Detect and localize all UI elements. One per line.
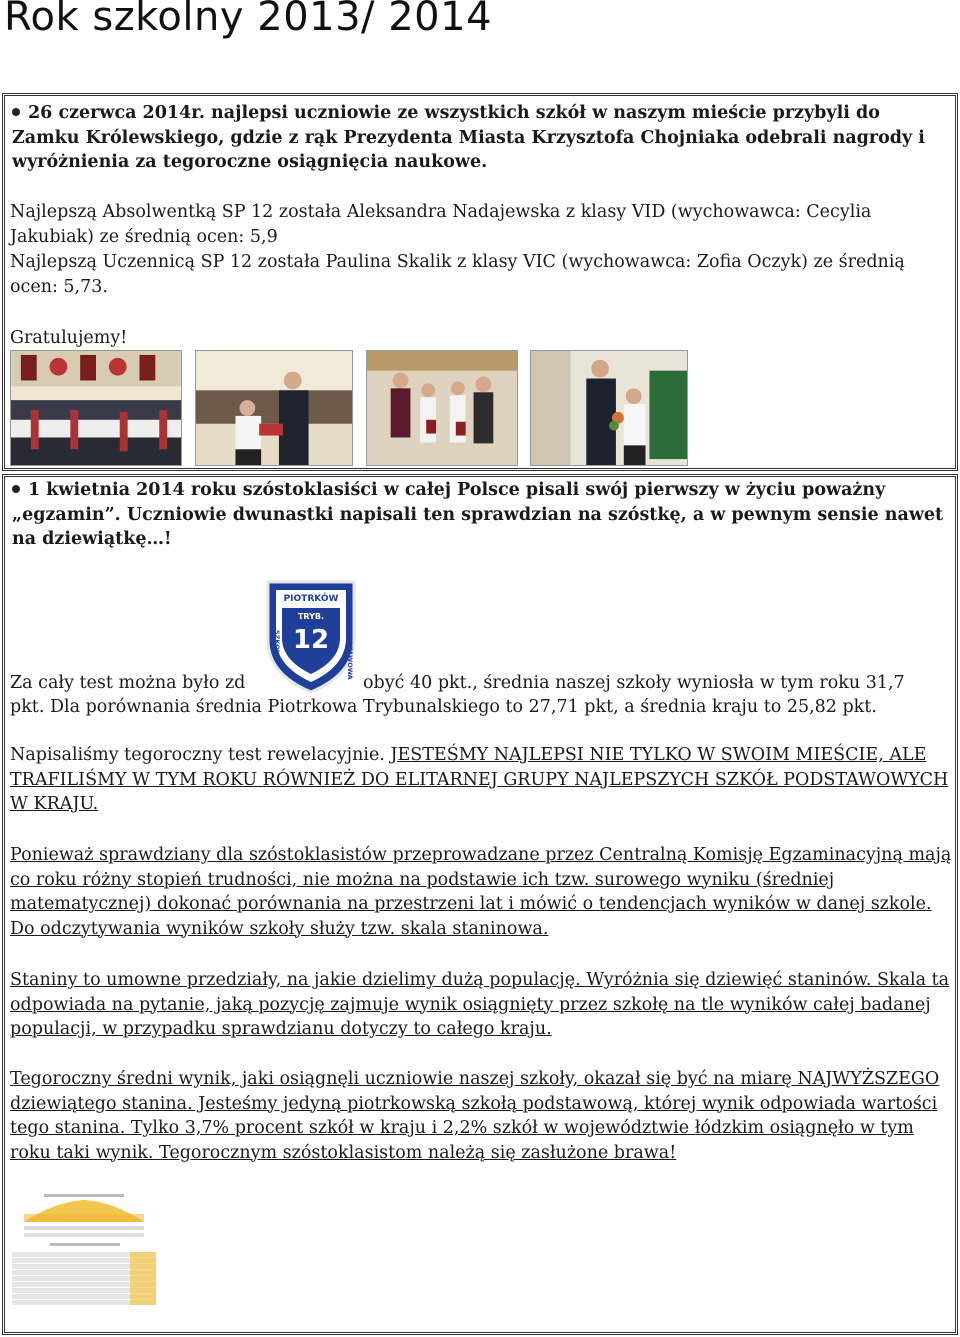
result-normal-text: Napisaliśmy tegoroczny test rewelacyjnie. (10, 745, 385, 765)
crest-mid-text: TRYB. (297, 612, 325, 621)
crest-left-text: SZKOŁA (273, 630, 281, 659)
crest-right-text: PODSTAWOWA (346, 626, 354, 680)
final-result-text: Tegoroczny średni wynik, jaki osiągnęli uczniowie naszej szkoły, okazał się być na miarę NAJWYŻSZEGO dziewiątego stanina. Jesteśmy jedyną piotrkowską szkołą podstawową, której wynik odpowiada wartości tego stanina. Tylko 3,7% procent szkół w kraju i 2,2% szkół w województwie łódzkim osiągnęło w tym roku taki wynik. Tegorocznym szóstoklasistom należą się zasłużone brawa! (10, 1069, 940, 1163)
stanine-explanation: Ponieważ sprawdziany dla szóstoklasistów przeprowadzane przez Centralną Komisję Egzaminacyjną mają co roku różny stopień trudności, nie można na podstawie ich tzw. surowego wyniku (średniej matematycznej) dokonać porównania na przestrzeni lat i mówić o tendencjach wyników w danej szkole. Do odczytywania wyników szkoły służy tzw. skala staninowa. (10, 845, 952, 939)
photo-award-winners (366, 350, 518, 466)
result-statement (10, 743, 950, 817)
photo-group-ceremony (10, 350, 182, 466)
congratulations-text: Gratulujemy! (10, 328, 128, 348)
crest-top-text: PIOTRKÓW (283, 594, 339, 604)
awards-headline: 26 czerwca 2014r. najlepsi uczniowie ze wszystkich szkół w naszym mieście przybyli do Zamku Królewskiego, gdzie z rąk Prezydenta Miasta Krzysztofa Chojniaka odebrali nagrody i wyróżnienia za tegoroczne osiągnięcia naukowe. (12, 103, 925, 172)
exam-headline: 1 kwietnia 2014 roku szóstoklasiści w całej Polsce pisali swój pierwszy w życiu poważny „egzamin”. Uczniowie dwunastki napisali ten sprawdzian na szóstkę, a w pewnym sensie nawet na dziewiątkę…! (12, 480, 944, 549)
bullet-icon (12, 485, 20, 493)
school-crest-logo (262, 578, 360, 696)
score-text-c: pkt. Dla porównania średnia Piotrkowa Trybunalskiego to 27,71 pkt, a średnia kraju to 25,82 pkt. (10, 697, 877, 717)
page-title: Rok szkolny 2013/ 2014 (4, 0, 493, 40)
crest-number: 12 (292, 625, 330, 655)
stanine-definition: Staniny to umowne przedziały, na jakie dzielimy dużą populację. Wyróżnia się dziewięć staninów. Skala ta odpowiada na pytanie, jaką pozycję zajmuje wynik osiągnięty przez szkołę na tle wyników całej badanej populacji, w przypadku sprawdzianu dotyczy to całego kraju. (10, 970, 950, 1039)
best-student-text: Najlepszą Uczennicą SP 12 została Paulina Skalik z klasy VIC (wychowawca: Zofia Oczyk) ze średnią ocen: 5,73. (10, 252, 905, 297)
bullet-icon (12, 108, 20, 116)
score-text-a: Za cały test można było zd (10, 673, 246, 693)
best-graduate-text: Najlepszą Absolwentką SP 12 została Aleksandra Nadajewska z klasy VID (wychowawca: Cecylia Jakubiak) ze średnią ocen: 5,9 (10, 202, 872, 247)
photo-flowers (530, 350, 688, 466)
photo-award-handover (195, 350, 353, 466)
result-upper-text: JESTEŚMY NAJLEPSI NIE TYLKO W SWOIM MIEŚCIE, ALE TRAFILIŚMY W TYM ROKU RÓWNIEŻ DO ELITARNEJ GRUPY NAJLEPSZYCH SZKÓŁ PODSTAWOWYCH W KRAJU. (10, 745, 949, 814)
score-text-b: obyć 40 pkt., średnia naszej szkoły wyniosła w tym roku 31,7 (363, 673, 905, 693)
stanine-table-image (10, 1192, 158, 1310)
